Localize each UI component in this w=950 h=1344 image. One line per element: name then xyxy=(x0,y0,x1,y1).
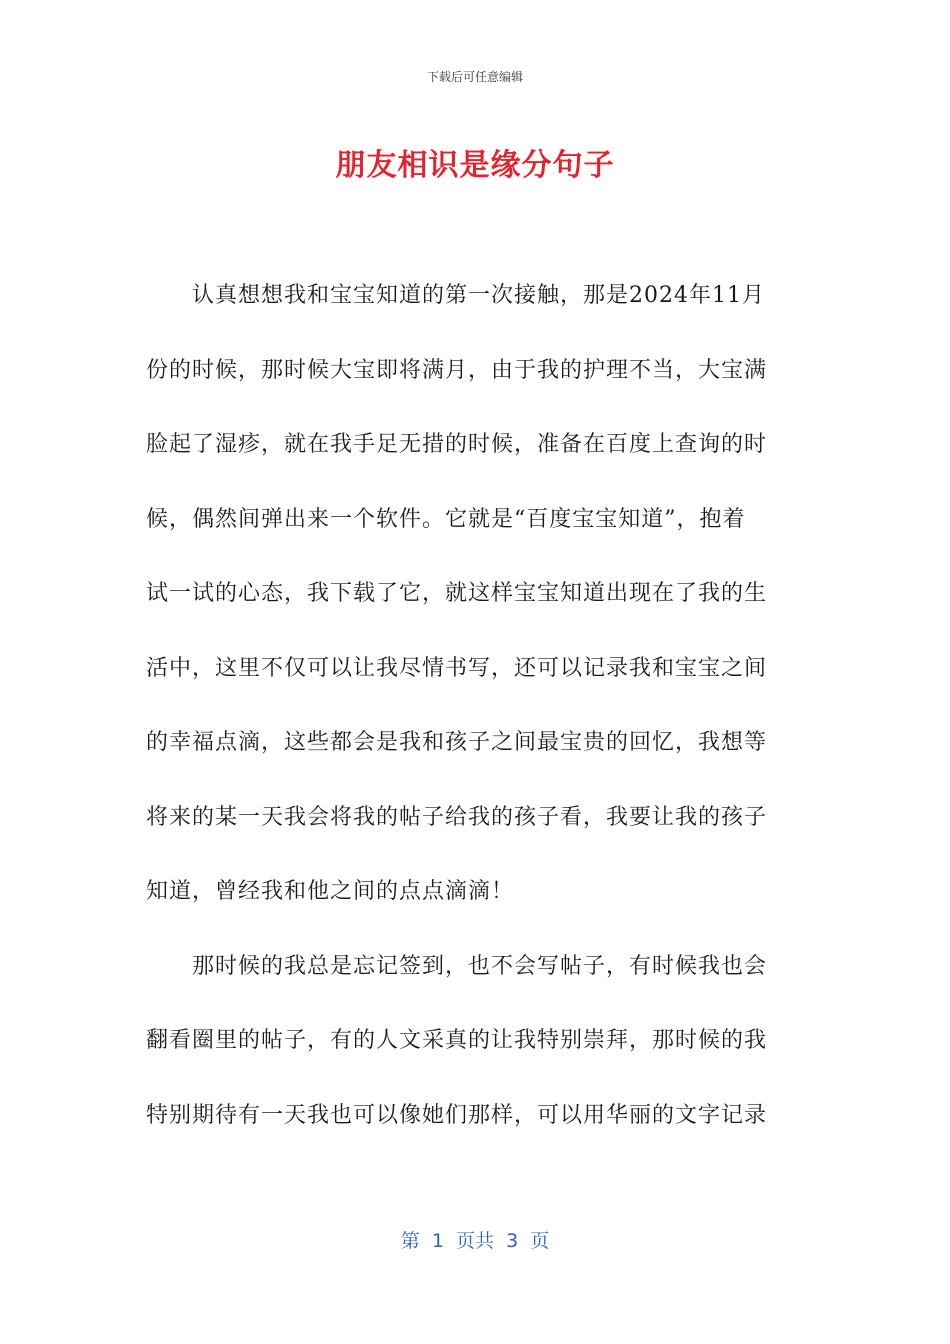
document-title: 朋友相识是缘分句子 xyxy=(335,148,615,183)
page-number-footer: 第 1 页共 3 页 xyxy=(400,1230,550,1252)
text-line: 份的时候，那时候大宝即将满月，由于我的护理不当，大宝满 xyxy=(146,357,768,383)
body-text xyxy=(146,259,806,1153)
text-line: 脸起了湿疹，就在我手足无措的时候，准备在百度上查询的时 xyxy=(146,432,768,457)
text-line: 那时候的我总是忘记签到，也不会写帖子，有时候我也会 xyxy=(146,953,768,979)
text-line: 知道，曾经我和他之间的点点滴滴！ xyxy=(146,879,515,904)
text-line: 将来的某一天我会将我的帖子给我的孩子看，我要让我的孩子 xyxy=(146,804,768,830)
text-line: 试一试的心态，我下载了它，就这样宝宝知道出现在了我的生 xyxy=(146,581,768,606)
text-line: 认真想想我和宝宝知道的第一次接触，那是2024年11月 xyxy=(146,283,765,308)
text-line: 活中，这里不仅可以让我尽情书写，还可以记录我和宝宝之间 xyxy=(146,655,768,681)
text-line: 候，偶然间弹出来一个软件。它就是“百度宝宝知道”，抱着 xyxy=(146,506,746,532)
header-note: 下载后可任意编辑 xyxy=(426,70,523,84)
text-line: 的幸福点滴，这些都会是我和孩子之间最宝贵的回忆，我想等 xyxy=(146,730,768,755)
text-line: 特别期待有一天我也可以像她们那样，可以用华丽的文字记录 xyxy=(146,1102,768,1128)
text-line: 翻看圈里的帖子，有的人文采真的让我特别崇拜，那时候的我 xyxy=(146,1028,768,1053)
